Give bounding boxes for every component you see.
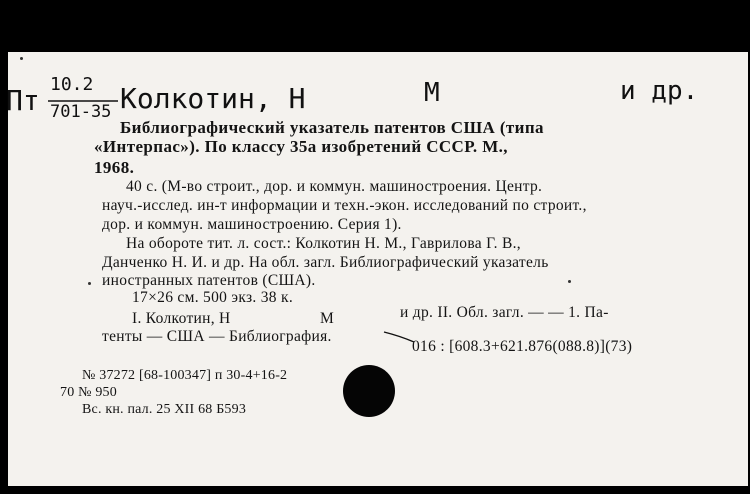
heading-others: и др. xyxy=(620,76,699,106)
tracing-left-1: I. Колкотин, Н xyxy=(132,310,231,327)
catalog-card xyxy=(8,52,748,486)
title-line-1: Библиографический указатель патентов США (типа xyxy=(120,118,544,137)
desc-line-3: дор. и коммун. машиностроению. Серия 1). xyxy=(102,216,402,233)
heading-initial: М xyxy=(424,78,440,108)
desc-line-6: иностранных патентов (США). xyxy=(102,272,316,289)
desc-line-1: 40 с. (М-во строит., дор. и коммун. машиностроения. Центр. xyxy=(126,178,543,195)
speck xyxy=(568,280,571,283)
tracing-left-initial: М xyxy=(320,310,335,327)
call-number-prefix: Пт xyxy=(6,84,40,117)
desc-line-4: На обороте тит. л. сост.: Колкотин Н. М., Гаврилова Г. В., xyxy=(126,235,521,252)
heading-author: Колкотин, Н xyxy=(120,82,306,115)
call-number-bottom: 701-35 xyxy=(50,102,112,122)
speck xyxy=(88,282,91,285)
order-line: № 37272 [68-100347] п 30-4+16-2 xyxy=(82,368,288,383)
title-line-3: 1968. xyxy=(94,158,135,177)
bottom-line-3: Вс. кн. пал. 25 XII 68 Б593 xyxy=(82,402,247,417)
desc-line-7: 17×26 см. 500 экз. 38 к. xyxy=(132,289,294,306)
tracing-right-1: и др. II. Обл. загл. — — 1. Па- xyxy=(400,304,609,321)
title-line-2: «Интерпас»). По классу 35а изобретений СССР. М., xyxy=(94,137,508,156)
desc-line-2: науч.-исслед. ин-т информации и техн.-экон. исследований по строит., xyxy=(102,197,587,214)
bottom-line-2: 70 № 950 xyxy=(60,385,117,400)
punched-hole xyxy=(343,365,395,417)
call-number-top: 10.2 xyxy=(50,74,94,95)
desc-line-5: Данченко Н. И. и др. На обл. загл. Библиографический указатель xyxy=(102,254,549,271)
tracing-left-2: тенты — США — Библиография. xyxy=(102,328,332,345)
speck xyxy=(20,57,23,60)
udc-classification: 016 : [608.3+621.876(088.8)](73) xyxy=(412,338,633,355)
